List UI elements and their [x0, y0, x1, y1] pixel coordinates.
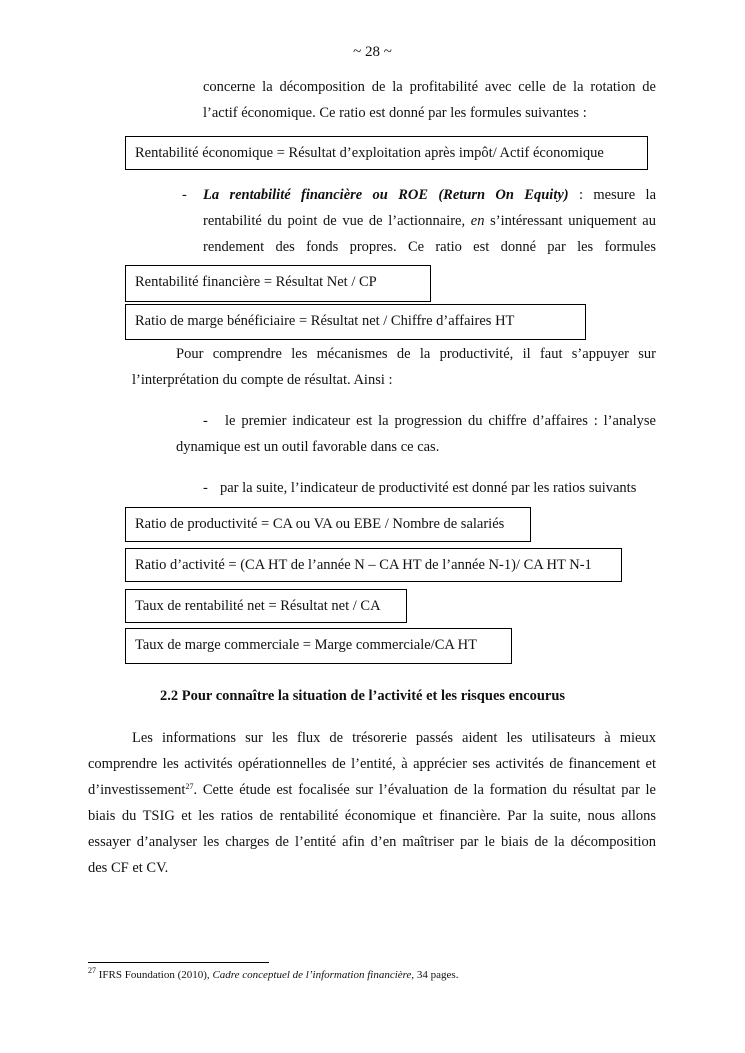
body-line-3-part-a: d’investissement — [88, 782, 186, 798]
footnote-separator — [88, 962, 269, 963]
bullet-1-line-1: le premier indicateur est la progression du chiffre d’affaires : l’analyse — [225, 413, 656, 429]
bullet-2-line-1: par la suite, l’indicateur de productivité est donné par les ratios suivants — [220, 480, 637, 496]
roe-line-2 — [203, 211, 656, 231]
footnote-title: Cadre conceptuel de l’information financière — [212, 969, 412, 981]
intro-line-2: l’actif économique. Ce ratio est donné par les formules suivantes : — [203, 105, 587, 121]
intro-line-1: concerne la décomposition de la profitabilité avec celle de la rotation de — [203, 79, 656, 95]
formula-box-economic: Rentabilité économique = Résultat d’exploitation après impôt/ Actif économique — [125, 136, 648, 170]
formula-box-financial: Rentabilité financière = Résultat Net / CP — [125, 265, 431, 302]
footnote — [88, 968, 458, 982]
body-line-4: biais du TSIG et les ratios de rentabilité économique et financière. Par la suite, nous allons — [88, 808, 656, 824]
footnote-text-b: , 34 pages. — [411, 969, 459, 981]
formula-box-commercial-margin: Taux de marge commerciale = Marge commerciale/CA HT — [125, 628, 512, 664]
roe-line-2-emphasis: en — [470, 213, 485, 229]
body-line-6: des CF et CV. — [88, 860, 169, 876]
roe-term: La rentabilité financière ou ROE (Return On Equity) — [203, 187, 569, 203]
footnote-number: 27 — [88, 966, 96, 975]
roe-line-2-part-a: rentabilité du point de vue de l’actionnaire, — [203, 213, 471, 229]
bullet-1-dash: - — [203, 413, 208, 429]
formula-box-activity: Ratio d’activité = (CA HT de l’année N – CA HT de l’année N-1)/ CA HT N-1 — [125, 548, 622, 582]
formula-box-productivity: Ratio de productivité = CA ou VA ou EBE / Nombre de salariés — [125, 507, 531, 542]
roe-line-2-part-b: s’intéressant uniquement au — [484, 213, 656, 229]
section-heading: 2.2 Pour connaître la situation de l’activité et les risques encourus — [160, 688, 566, 704]
body-line-3-part-b: . Cette étude est focalisée sur l’évaluation de la formation du résultat par le — [193, 782, 656, 798]
roe-bullet-dash: - — [182, 187, 187, 203]
formula-box-margin: Ratio de marge bénéficiaire = Résultat net / Chiffre d’affaires HT — [125, 304, 586, 340]
bullet-2-dash: - — [203, 480, 208, 496]
roe-line-1-rest: : mesure la — [568, 187, 657, 203]
roe-line-1 — [203, 185, 656, 205]
footnote-ref[interactable]: 27 — [185, 782, 194, 791]
productivity-para-line-2: l’interprétation du compte de résultat. Ainsi : — [132, 372, 393, 388]
formula-box-net-profitability: Taux de rentabilité net = Résultat net / CA — [125, 589, 407, 623]
roe-line-3: rendement des fonds propres. Ce ratio est donné par les formules — [203, 239, 656, 255]
footnote-text-a: IFRS Foundation (2010), — [96, 969, 213, 981]
page-number: ~ 28 ~ — [353, 44, 392, 60]
body-line-5: essayer d’analyser les charges de l’entité afin d’en maîtriser par le biais de la décomposition — [88, 834, 656, 850]
body-line-3 — [88, 780, 656, 800]
body-line-1: Les informations sur les flux de trésorerie passés aident les utilisateurs à mieux — [132, 730, 656, 746]
bullet-1-line-2: dynamique est un outil favorable dans ce cas. — [176, 439, 440, 455]
productivity-para-line-1: Pour comprendre les mécanismes de la productivité, il faut s’appuyer sur — [176, 346, 656, 362]
body-line-2: comprendre les activités opérationnelles de l’entité, à apprécier ses activités de financement et — [88, 756, 656, 772]
